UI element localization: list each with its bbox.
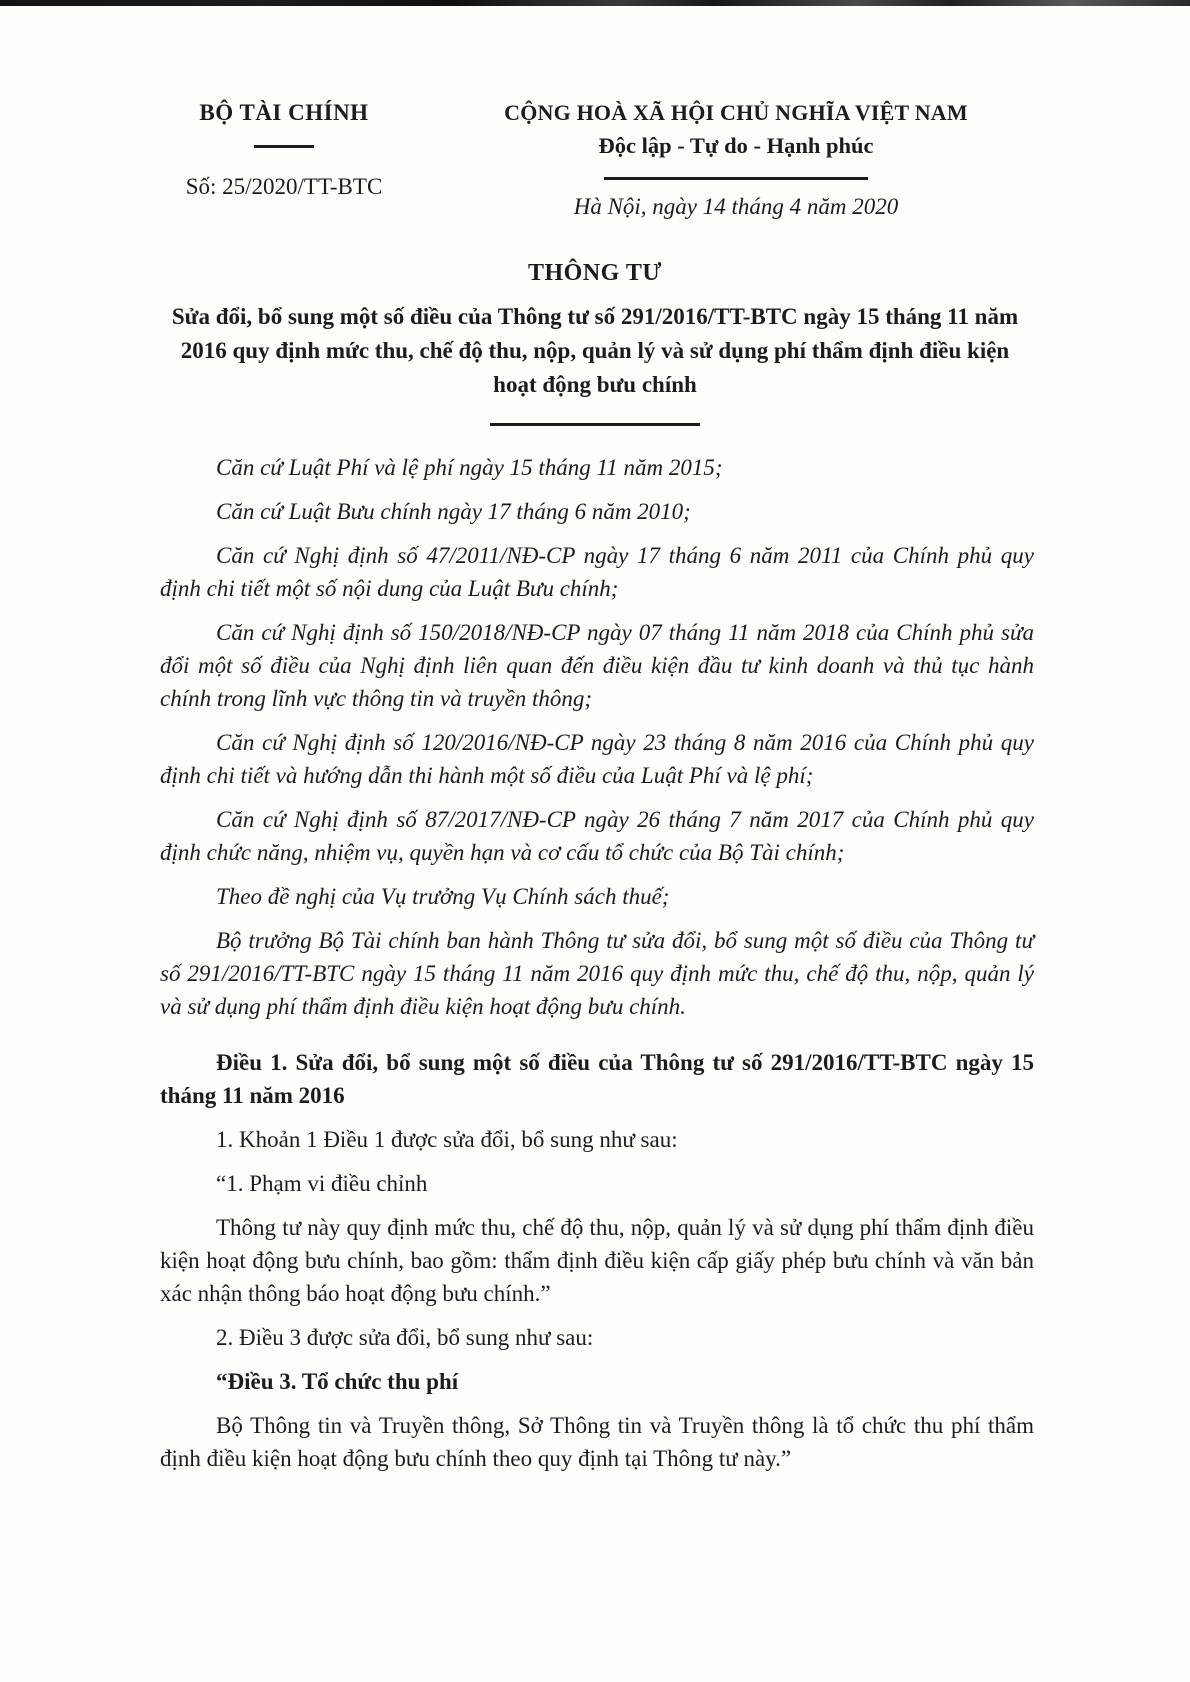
preamble-paragraph: Theo đề nghị của Vụ trưởng Vụ Chính sách thuế; [216, 884, 670, 909]
place-and-date: Hà Nội, ngày 14 tháng 4 năm 2020 [573, 194, 899, 219]
scan-edge-artifact [0, 0, 1190, 6]
issuing-org-block [160, 100, 408, 200]
preamble-paragraph: Bộ trưởng Bộ Tài chính ban hành Thông tư sửa đổi, bổ sung một số điều của Thông tư số 291/2016/TT-BTC ngày 15 tháng 11 năm 2016 quy định mức thu, chế độ thu, nộp, quản lý và sử dụng phí thẩm định điều kiện hoạt động bưu chính. [160, 928, 1034, 1019]
national-title: CỘNG HOÀ XÃ HỘI CHỦ NGHĨA VIỆT NAM [504, 100, 968, 125]
document-content [160, 451, 1034, 1475]
document-type-title: THÔNG TƯ [527, 260, 663, 286]
org-underline [254, 145, 314, 148]
article-1-heading: Điều 1. Sửa đổi, bổ sung một số điều của Thông tư số 291/2016/TT-BTC ngày 15 tháng 11 năm 2016 [160, 1050, 1034, 1108]
issuing-org-name: BỘ TÀI CHÍNH [199, 100, 369, 125]
preamble-paragraph: Căn cứ Nghị định số 87/2017/NĐ-CP ngày 26 tháng 7 năm 2017 của Chính phủ quy định chức năng, nhiệm vụ, quyền hạn và cơ cấu tổ chức của Bộ Tài chính; [160, 807, 1034, 865]
body-paragraph: “1. Phạm vi điều chỉnh [216, 1171, 428, 1196]
preamble-paragraph: Căn cứ Luật Bưu chính ngày 17 tháng 6 năm 2010; [216, 499, 691, 524]
motto-underline [604, 177, 868, 180]
preamble-paragraph: Căn cứ Luật Phí và lệ phí ngày 15 tháng 11 năm 2015; [216, 455, 723, 480]
title-underline [490, 423, 700, 426]
body-paragraph: 1. Khoản 1 Điều 1 được sửa đổi, bổ sung như sau: [216, 1127, 678, 1152]
body-paragraph: Thông tư này quy định mức thu, chế độ thu, nộp, quản lý và sử dụng phí thẩm định điều kiện hoạt động bưu chính, bao gồm: thẩm định điều kiện cấp giấy phép bưu chính và văn bản xác nhận thông báo hoạt động bưu chính.” [160, 1215, 1034, 1306]
national-header-block [456, 100, 1016, 220]
title-block [0, 260, 1190, 426]
article-3-heading: “Điều 3. Tổ chức thu phí [216, 1369, 459, 1394]
document-header [0, 0, 1190, 220]
body-paragraph: Bộ Thông tin và Truyền thông, Sở Thông tin và Truyền thông là tổ chức thu phí thẩm định điều kiện hoạt động bưu chính theo quy định tại Thông tư này.” [160, 1413, 1034, 1471]
preamble-paragraph: Căn cứ Nghị định số 47/2011/NĐ-CP ngày 17 tháng 6 năm 2011 của Chính phủ quy định chi tiết một số nội dung của Luật Bưu chính; [160, 543, 1034, 601]
preamble-paragraph: Căn cứ Nghị định số 120/2016/NĐ-CP ngày 23 tháng 8 năm 2016 của Chính phủ quy định chi tiết và hướng dẫn thi hành một số điều của Luật Phí và lệ phí; [160, 730, 1034, 788]
document-subject-title: Sửa đổi, bổ sung một số điều của Thông tư số 291/2016/TT-BTC ngày 15 tháng 11 năm 2016 quy định mức thu, chế độ thu, nộp, quản lý và sử dụng phí thẩm định điều kiện hoạt động bưu chính [171, 304, 1019, 397]
national-motto: Độc lập - Tự do - Hạnh phúc [598, 133, 874, 158]
preamble-paragraph: Căn cứ Nghị định số 150/2018/NĐ-CP ngày 07 tháng 11 năm 2018 của Chính phủ sửa đổi một số điều của Nghị định liên quan đến điều kiện đầu tư kinh doanh và thủ tục hành chính trong lĩnh vực thông tin và truyền thông; [160, 620, 1034, 711]
body-paragraph: 2. Điều 3 được sửa đổi, bổ sung như sau: [216, 1325, 594, 1350]
document-number: Số: 25/2020/TT-BTC [185, 174, 383, 199]
